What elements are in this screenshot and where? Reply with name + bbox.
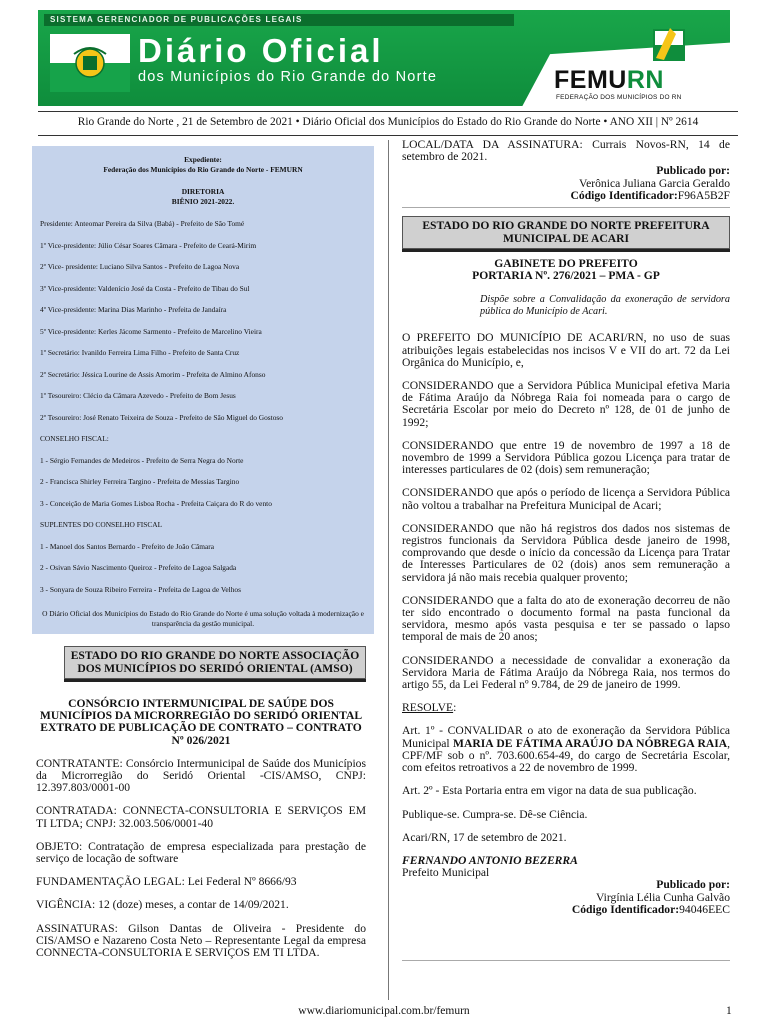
contract-vigencia: VIGÊNCIA: 12 (doze) meses, a contar de 14/09/2021. bbox=[36, 898, 289, 912]
portaria-ementa: Dispõe sobre a Convalidação da exoneração de servidora pública do Município de Acari. bbox=[480, 294, 730, 318]
system-label: SISTEMA GERENCIADOR DE PUBLICAÇÕES LEGAIS bbox=[44, 14, 514, 26]
dateline-bottom-rule bbox=[38, 135, 738, 136]
contract-objeto: OBJETO: Contratação de empresa especializada para prestação de serviço de locação de software bbox=[36, 839, 366, 866]
published-by-label-1: Publicado por: bbox=[656, 164, 730, 178]
femurn-wordmark: FEMURN bbox=[554, 66, 664, 94]
member-item: 2 - Osivan Sávio Nascimento Queiroz - Prefeito de Lagoa Salgada bbox=[40, 563, 237, 572]
header-banner bbox=[38, 10, 730, 106]
resolve-heading: RESOLVE: bbox=[402, 701, 457, 715]
publisher-name-1: Verônica Juliana Garcia Geraldo bbox=[579, 176, 730, 190]
member-item: 2º Secretário: Jéssica Lourine de Assis Amorim - Prefeita de Almino Afonso bbox=[40, 369, 266, 379]
right-column-top bbox=[402, 139, 730, 202]
footer-url[interactable]: www.diariomunicipal.com.br/femurn bbox=[298, 1005, 470, 1017]
gabinete-title: GABINETE DO PREFEITO bbox=[494, 257, 638, 270]
publication-subtitle: dos Municípios do Rio Grande do Norte bbox=[138, 69, 438, 85]
amso-contract-extract bbox=[36, 698, 366, 970]
contract-contratada: CONTRATADA: CONNECTA-CONSULTORIA E SERVIÇOS EM TI LTDA; CNPJ: 32.003.506/0001-40 bbox=[36, 804, 366, 830]
considerando-1: CONSIDERANDO que a Servidora Pública Municipal efetiva Maria de Fátima Araújo da Nóbrega Raia foi nomeada para o cargo de Secretária Escolar por meio do Decreto nº 128, de 01 de junho de 1992; bbox=[402, 379, 730, 429]
member-item: 1 - Manoel dos Santos Bernardo - Prefeito de João Câmara bbox=[40, 541, 215, 551]
signer-name: FERNANDO ANTONIO BEZERRA bbox=[402, 853, 578, 867]
member-item: 1 - Sérgio Fernandes de Medeiros - Prefeito de Serra Negra do Norte bbox=[40, 455, 244, 465]
member-list bbox=[40, 219, 366, 595]
member-item: 2º Vice- presidente: Luciano Silva Santos - Prefeito de Lagoa Nova bbox=[40, 262, 240, 271]
preamble-paragraph: O PREFEITO DO MUNICÍPIO DE ACARI/RN, no uso de suas atribuições legais estabelecidas nos incisos V e VII do art. 72 da Lei Orgânica do Município, e, bbox=[402, 331, 730, 369]
femurn-emblem-icon bbox=[650, 24, 690, 66]
bienio-label: BIÊNIO 2021-2022. bbox=[171, 197, 235, 206]
considerando-3: CONSIDERANDO que após o período de licença a Servidora Pública não voltou a trabalhar na Prefeitura Municipal de Acari; bbox=[402, 486, 730, 512]
dateline-top-rule bbox=[38, 111, 738, 112]
expediente-box bbox=[32, 146, 374, 634]
local-data-assinatura: LOCAL/DATA DA ASSINATURA: Currais Novos-RN, 14 de setembro de 2021. bbox=[402, 138, 730, 164]
considerando-5: CONSIDERANDO que a falta do ato de exoneração decorreu de não ter sido encontrado o documento formal na pasta funcional da servidora, mesmo após vasta pesquisa e ter se passado o lapso temporal de mais de 20 anos; bbox=[402, 593, 730, 644]
expediente-footer: O Diário Oficial dos Municípios do Estado do Rio Grande do Norte é uma solução voltada à modernização e transparência da gestão municipal. bbox=[42, 608, 364, 628]
contract-assinaturas: ASSINATURAS: Gilson Dantas de Oliveira - Presidente do CIS/AMSO e Nazareno Costa Neto – Representante Legal da empresa CONNECTA-CONSULTORIA E SERVIÇOS EM TI LTDA. bbox=[36, 921, 366, 960]
identifier-code-1: Código Identificador:F96A5B2F bbox=[570, 188, 730, 202]
article-1: Art. 1º - CONVALIDAR o ato de exoneração da Servidora Pública Municipal MARIA DE FÁTIMA ARAÚJO DA NÓBREGA RAIA, CPF/MF sob o nº. 703.600.654-49, do cargo de Secretária Escolar, com efeitos retroativos a 22 de novembro de 1999. bbox=[402, 724, 730, 775]
identifier-code-2: Código Identificador:94046EEC bbox=[571, 902, 730, 916]
article-2: Art. 2º - Esta Portaria entra em vigor na data de sua publicação. bbox=[402, 784, 697, 798]
member-item: 3º Vice-presidente: Valdenício José da Costa - Prefeito de Tibau do Sul bbox=[40, 283, 250, 293]
member-item: 3 - Sonyara de Souza Ribeiro Ferreira - Prefeita de Lagoa de Velhos bbox=[40, 584, 241, 594]
considerando-6: CONSIDERANDO a necessidade de convalidar a exoneração da Servidora Maria de Fátima Araújo da Nóbrega Raia, nos termos do artigo 55, da Lei Federal nº 9.784, de 29 de janeiro de 1999. bbox=[402, 653, 730, 692]
rn-flag-icon bbox=[50, 34, 130, 92]
member-item: 4º Vice-presidente: Marina Dias Marinho - Prefeita de Jandaíra bbox=[40, 305, 227, 314]
column-divider bbox=[388, 140, 389, 1000]
publique-line: Publique-se. Cumpra-se. Dê-se Ciência. bbox=[402, 807, 588, 821]
published-by-label-2: Publicado por: bbox=[656, 878, 730, 892]
member-item: 5º Vice-presidente: Kerles Jácome Sarmento - Prefeito de Marcelino Vieira bbox=[40, 326, 262, 336]
femurn-logo bbox=[554, 24, 730, 106]
member-item: Presidente: Anteomar Pereira da Silva (Babá) - Prefeito de São Tomé bbox=[40, 219, 245, 228]
publication-separator-1 bbox=[402, 207, 730, 208]
considerando-4: CONSIDERANDO que não há registros dos dados nos sistemas de registros funcionais da Servidora Pública desde janeiro de 1998, comprovando que desde o início da concessão da Licença para Tratar de Interesses Particulares de 02 (dois) anos sem remuneração a servidora já não mais recebia qualquer provento; bbox=[402, 521, 730, 584]
member-item: 1º Vice-presidente: Júlio César Soares Câmara - Prefeito de Ceará-Mirim bbox=[40, 240, 257, 250]
contract-fundamentacao: FUNDAMENTAÇÃO LEGAL: Lei Federal Nº 8666/93 bbox=[36, 875, 297, 889]
publisher-name-2: Virgínia Lélia Cunha Galvão bbox=[596, 890, 730, 904]
acari-section-header: ESTADO DO RIO GRANDE DO NORTE PREFEITURA MUNICIPAL DE ACARI bbox=[402, 216, 730, 249]
contract-contratante: CONTRATANTE: Consórcio Intermunicipal de Saúde dos Municípios da Microrregião do Seridó Oriental -CIS/AMSO, CNPJ: 12.397.803/0001-00 bbox=[36, 756, 366, 795]
member-item: 2º Tesoureiro: José Renato Teixeira de Souza - Prefeito de São Miguel do Gostoso bbox=[40, 412, 283, 422]
diretoria-label: DIRETORIA bbox=[181, 187, 225, 196]
portaria-number: PORTARIA Nº. 276/2021 – PMA - GP bbox=[472, 269, 660, 283]
member-item: SUPLENTES DO CONSELHO FISCAL bbox=[40, 520, 163, 529]
local-date-line: Acari/RN, 17 de setembro de 2021. bbox=[402, 830, 567, 844]
contract-title: CONSÓRCIO INTERMUNICIPAL DE SAÚDE DOS MUNICÍPIOS DA MICRORREGIÃO DO SERIDÓ ORIENTAL EXTRATO DE PUBLICAÇÃO DE CONTRATO – CONTRATO Nº 026/2021 bbox=[39, 697, 363, 747]
acari-portaria bbox=[402, 258, 730, 916]
page-number: 1 bbox=[726, 1005, 732, 1017]
dateline: Rio Grande do Norte , 21 de Setembro de 2021 • Diário Oficial dos Municípios do Estado do Rio Grande do Norte • ANO XII | Nº 2614 bbox=[77, 116, 699, 128]
publication-title: Diário Oficial bbox=[138, 32, 384, 69]
member-item: CONSELHO FISCAL: bbox=[40, 434, 109, 443]
expediente-title: Expediente: bbox=[184, 155, 222, 164]
considerando-2: CONSIDERANDO que entre 19 de novembro de 1997 a 18 de novembro de 1999 a Servidora Pública gozou Licença para tratar de interesses particulares de 02 (dois) sem remuneração; bbox=[402, 438, 730, 477]
femurn-full-name: FEDERAÇÃO DOS MUNICÍPIOS DO RN bbox=[556, 94, 682, 101]
publication-separator-2 bbox=[402, 960, 730, 961]
member-item: 3 - Conceição de Maria Gomes Lisboa Rocha - Prefeita Caiçara do R do vento bbox=[40, 498, 272, 508]
expediente-org: Federação dos Municípios do Rio Grande do Norte - FEMURN bbox=[103, 165, 303, 174]
member-item: 1º Tesoureiro: Clécio da Câmara Azevedo - Prefeito de Bom Jesus bbox=[40, 391, 236, 400]
member-item: 2 - Francisca Shirley Ferreira Targino - Prefeita de Messias Targino bbox=[40, 477, 240, 486]
signer-role: Prefeito Municipal bbox=[402, 866, 490, 880]
amso-section-header: ESTADO DO RIO GRANDE DO NORTE ASSOCIAÇÃO DOS MUNICÍPIOS DO SERIDÓ ORIENTAL (AMSO) bbox=[64, 646, 366, 679]
member-item: 1º Secretário: Ivanildo Ferreira Lima Filho - Prefeito de Santa Cruz bbox=[40, 348, 240, 357]
